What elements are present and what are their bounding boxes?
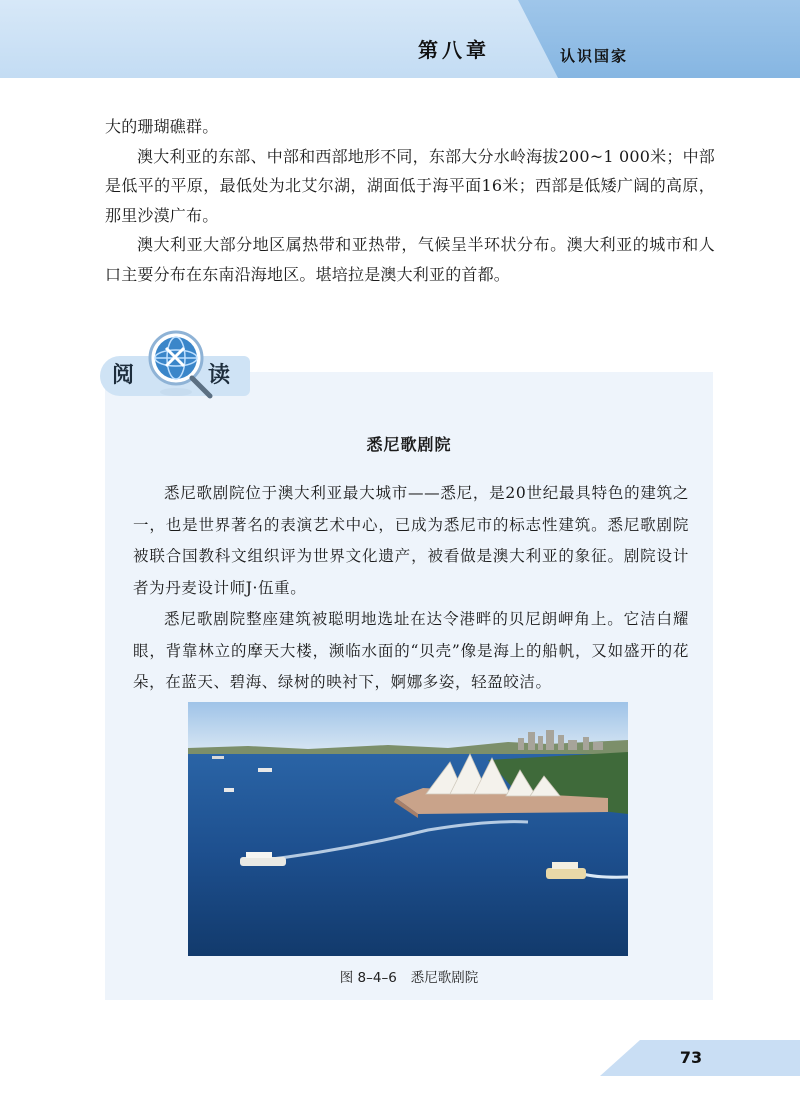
body-paragraph: 大的珊瑚礁群。 — [105, 117, 219, 136]
page-number: 73 — [679, 1048, 703, 1067]
body-paragraph: 澳大利亚大部分地区属热带和亚热带，气候呈半环状分布。澳大利亚的城市和人口主要分布在东南沿海地区。堪培拉是澳大利亚的首都。 — [105, 235, 715, 284]
reading-paragraph: 悉尼歌剧院位于澳大利亚最大城市——悉尼，是20世纪最具特色的建筑之一，也是世界著名的表演艺术中心，已成为悉尼市的标志性建筑。悉尼歌剧院被联合国教科文组织评为世界文化遗产，被看做是澳大利亚的象征。剧院设计者为丹麦设计师J·伍重。 — [133, 484, 689, 597]
opera-house-photo — [188, 702, 628, 956]
reading-badge-char: 阅 — [112, 363, 135, 388]
globe-magnifier-icon — [140, 328, 220, 402]
body-text — [105, 112, 715, 289]
figure-number: 图 8–4–6 — [339, 970, 397, 986]
reading-badge-char: 读 — [208, 363, 231, 388]
chapter-topic: 认识国家 — [560, 47, 629, 65]
chapter-label: 第八章 — [418, 38, 490, 62]
reading-paragraph: 悉尼歌剧院整座建筑被聪明地选址在达令港畔的贝尼朗岬角上。它洁白耀眼，背靠林立的摩天大楼，濒临水面的“贝壳”像是海上的船帆，又如盛开的花朵，在蓝天、碧海、绿树的映衬下，婀娜多姿，轻盈皎洁。 — [133, 610, 689, 691]
figure-title: 悉尼歌剧院 — [410, 970, 479, 986]
reading-text — [133, 478, 689, 699]
body-paragraph: 澳大利亚的东部、中部和西部地形不同，东部大分水岭海拔200~1 000米；中部是低平的平原，最低处为北艾尔湖，湖面低于海平面16米；西部是低矮广阔的高原，那里沙漠广布。 — [105, 146, 715, 225]
reading-title: 悉尼歌剧院 — [366, 435, 452, 454]
figure-caption — [105, 966, 713, 986]
